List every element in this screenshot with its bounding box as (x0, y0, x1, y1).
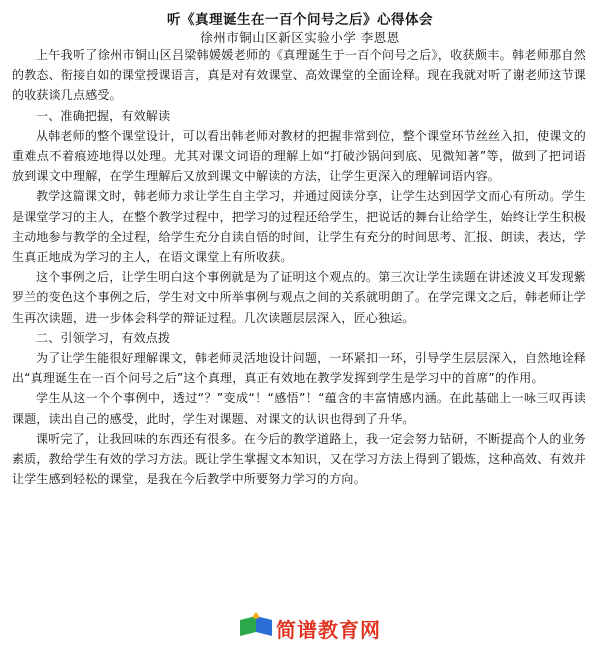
paragraph-intro: 上午我听了徐州市铜山区吕梁韩媛媛老师的《真理诞生于一百个问号之后》，收获颇丰。韩老师那自然的教态、衔接自如的课堂授课语言，真是对有效课堂、高效课堂的全面诠释。现在我就对听了谢老师这节课的收获谈几点感受。 (12, 48, 586, 103)
watermark-text: 简谱教育网 (276, 618, 381, 642)
paragraph: 从韩老师的整个课堂设计，可以看出韩老师对教材的把握非常到位，整个课堂环节丝丝入扣，使课文的重难点不着痕迹地得以处理。尤其对课文词语的理解上如“打破沙锅问到底、见微知著”等，做到了把词语放到课文中理解，在学生理解后又放到课文中解读的方法，让学生更深入的理解词语内容。 (12, 128, 586, 184)
book-logo-icon (236, 610, 276, 640)
section-heading-1: 一、准确把握，有效解读 (36, 108, 171, 123)
author-byline: 徐州市铜山区新区实验小学 李恩恩 (200, 30, 400, 45)
paragraph: 学生从这一个个事例中，透过“？”变成“！“感悟”！“蕴含的丰富情感内涵。在此基础上一咏三叹再读课题，读出自己的感受，此时，学生对课题、对课文的认识也得到了升华。 (12, 391, 586, 426)
section-heading-2: 二、引领学习，有效点拨 (36, 330, 171, 345)
document-body (12, 45, 586, 489)
page-title: 听《真理诞生在一百个问号之后》心得体会 (167, 12, 433, 28)
paragraph: 为了让学生能很好理解课文，韩老师灵活地设计问题，一环紧扣一环，引导学生层层深入，自然地诠释出“真理诞生在一百个问号之后”这个真理，真正有效地在教学发挥到学生是学习中的首席”的作用。 (12, 351, 586, 386)
paragraph: 教学这篇课文时，韩老师力求让学生自主学习，并通过阅读分享，让学生达到因学文而心有所动。学生是课堂学习的主人，在整个教学过程中，把学习的过程还给学生，把说话的舞台让给学生，始终让学生积极主动地参与教学的全过程，给学生充分自读自悟的时间，让学生有充分的时间思考、汇报、朗读，表达，学生真正地成为学习的主人，在语文课堂上有所收获。 (12, 189, 586, 265)
paragraph-closing: 课听完了，让我回味的东西还有很多。在今后的教学道路上，我一定会努力钻研，不断提高个人的业务素质，教给学生有效的学习方法。既让学生掌握文本知识，又在学习方法上得到了锻炼，这种高效、有效并让学生感到轻松的课堂，是我在今后教学中所要努力学习的方向。 (12, 431, 586, 487)
paragraph: 这个事例之后，让学生明白这个事例就是为了证明这个观点的。第三次让学生读题在讲述波义耳发现紫罗兰的变色这个事例之后，学生对文中所举事例与观点之间的关系就明朗了。在学完课文之后，韩老师让学生再次读题，进一步体会科学的辩证过程。几次读题层层深入，匠心独运。 (12, 270, 586, 325)
site-watermark (236, 610, 386, 640)
